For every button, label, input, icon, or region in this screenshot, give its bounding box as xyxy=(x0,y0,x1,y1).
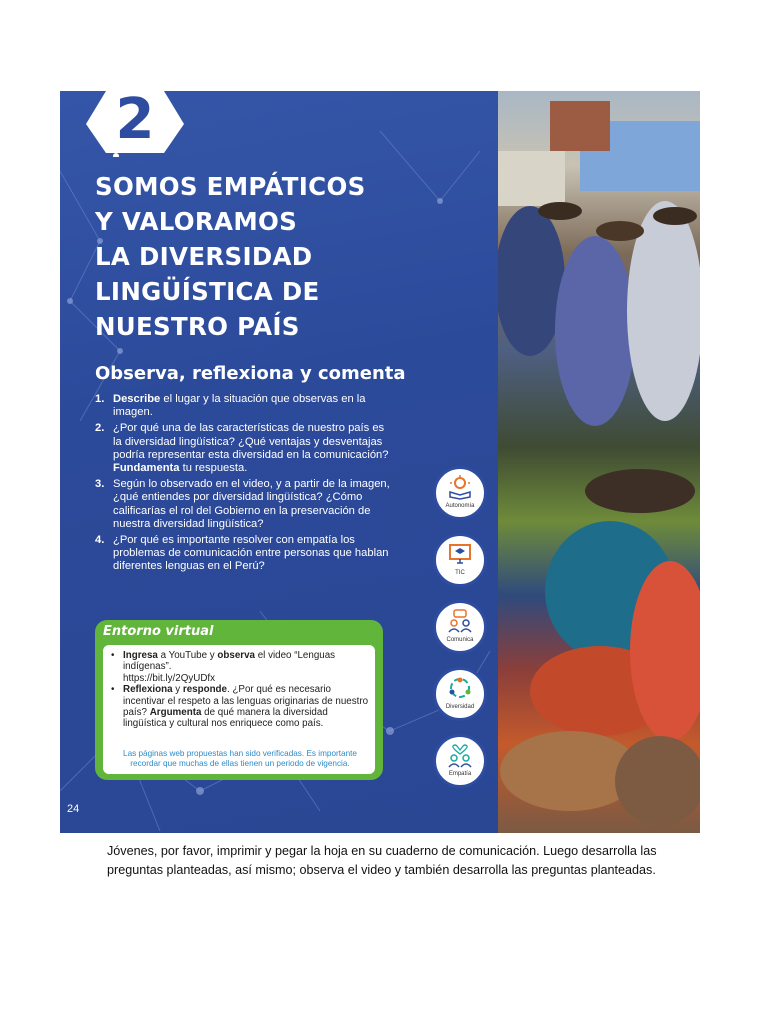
title-line: NUESTRO PAÍS xyxy=(95,312,300,341)
badge-label: Empatía xyxy=(448,771,472,777)
badge-label: Comunica xyxy=(446,637,474,643)
badge-autonomia xyxy=(433,466,487,520)
question-number: 3. xyxy=(95,478,105,491)
text: ¿Por qué es importante resolver con empatía los problemas de comunicación entre personas que hablan diferentes lenguas en el Perú? xyxy=(113,534,389,573)
unit-number: 2 xyxy=(115,91,155,152)
bold-text: Describe xyxy=(113,393,161,405)
people-circle-icon xyxy=(447,675,473,701)
instructions-caption: Jóvenes, por favor, imprimir y pegar la hoja en su cuaderno de comunicación. Luego desarrolla las preguntas planteadas, así mismo; observa el video y también desarrolla las preguntas planteadas. xyxy=(107,844,657,877)
photo-people-gathering xyxy=(490,91,700,833)
bullet: • xyxy=(111,684,115,696)
bold-text: Reflexiona xyxy=(123,684,173,696)
bold-text: responde xyxy=(182,684,227,696)
question-item xyxy=(95,422,395,475)
bold-text: Ingresa xyxy=(123,650,158,661)
page-number: 24 xyxy=(67,803,80,815)
section-title: Observa, reflexiona y comenta xyxy=(95,363,406,384)
entorno-virtual-note: Las páginas web propuestas han sido verificadas. Es importante recordar que muchas de ellas tienen un periodo de vigencia. xyxy=(123,749,357,768)
badge-diversidad xyxy=(433,667,487,721)
text: ¿Por qué una de las características de nuestro país es la diversidad lingüística? ¿Qué ventajas y desventajas podría representar esta diversidad en la comunicación? xyxy=(113,422,389,461)
question-list xyxy=(95,393,395,577)
title-line: SOMOS EMPÁTICOS xyxy=(95,172,366,201)
text: . ¿Por qué es necesario incentivar el respeto a las lenguas originarias de nuestro país? xyxy=(123,684,369,719)
people-speech-icon xyxy=(447,608,473,634)
title-line: Y VALORAMOS xyxy=(95,207,298,236)
question-item xyxy=(95,534,395,574)
text: de qué manera la diversidad lingüística y cultural nos enriquece como país. xyxy=(123,707,328,730)
question-number: 2. xyxy=(95,422,105,435)
text: a YouTube y xyxy=(157,650,218,661)
text: el lugar y la situación que observas en la imagen. xyxy=(113,393,366,419)
entorno-virtual-item xyxy=(111,684,369,730)
entorno-virtual-title: Entorno virtual xyxy=(103,624,214,639)
people-heart-icon xyxy=(447,742,473,768)
entorno-virtual-list xyxy=(111,650,369,730)
badge-comunica xyxy=(433,600,487,654)
badge-label: TIC xyxy=(455,570,465,576)
page-title xyxy=(95,169,475,344)
entorno-virtual-item xyxy=(111,650,369,684)
question-number: 4. xyxy=(95,534,105,547)
lightbulb-book-icon xyxy=(447,474,473,500)
text: y xyxy=(172,684,183,696)
badge-label: Diversidad xyxy=(445,704,475,710)
badge-empatia xyxy=(433,734,487,788)
bullet: • xyxy=(111,650,115,661)
text: el video “Lenguas indígenas”. xyxy=(123,650,336,673)
badge-tic xyxy=(433,533,487,587)
text: tu respuesta. xyxy=(179,462,248,475)
blue-panel xyxy=(60,91,498,833)
title-line: LINGÜÍSTICA DE xyxy=(95,277,320,306)
bold-text: observa xyxy=(217,650,255,661)
bold-text: Fundamenta xyxy=(113,462,180,475)
bold-text: Argumenta xyxy=(149,707,202,719)
question-item xyxy=(95,478,395,531)
title-line: LA DIVERSIDAD xyxy=(95,242,313,271)
textbook-page xyxy=(60,91,700,833)
computer-graduate-icon xyxy=(447,541,473,567)
entorno-virtual-box xyxy=(95,620,383,780)
question-number: 1. xyxy=(95,393,105,405)
entorno-virtual-body xyxy=(103,645,375,774)
badge-label: Autonomía xyxy=(445,503,475,509)
text: Según lo observado en el video, y a partir de la imagen, ¿qué entiendes por diversidad lingüística? ¿Cómo calificarías el rol del Gobierno en la preservación de nuestra diversidad lingüística? xyxy=(113,478,390,530)
video-link[interactable]: https://bit.ly/2QyUDfx xyxy=(123,672,216,684)
question-item xyxy=(95,393,395,419)
